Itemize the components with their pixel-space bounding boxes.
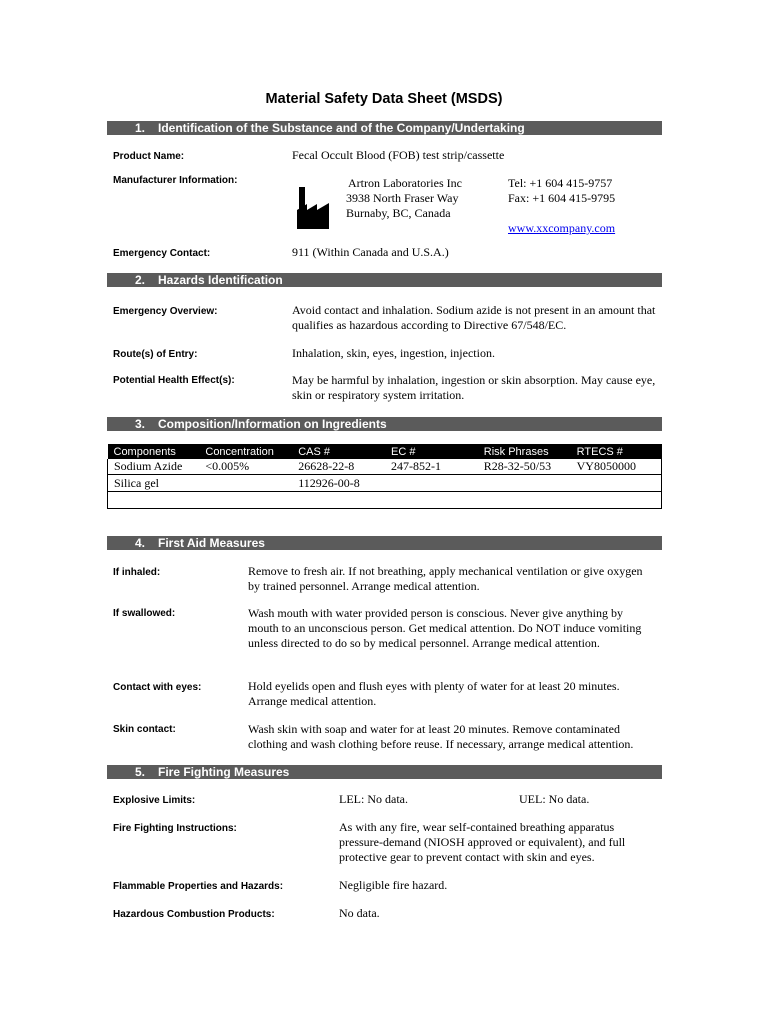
table-cell: VY8050000	[576, 459, 636, 473]
column-header: Components	[108, 444, 200, 459]
if-swallowed-label: If swallowed:	[113, 608, 176, 619]
section-number: 1.	[135, 121, 146, 135]
emergency-overview-label: Emergency Overview:	[113, 306, 218, 317]
table-cell	[199, 475, 292, 492]
table-cell: 112926-00-8	[298, 475, 360, 490]
section-header-composition	[107, 417, 662, 431]
table-cell: 247-852-1	[391, 459, 442, 473]
section-number: 4.	[135, 536, 146, 550]
section-title: Hazards Identification	[158, 273, 283, 287]
skin-contact-value: Wash skin with soap and water for at least 20 minutes. Remove contaminated clothing and wash clothing before reuse. If necessary, arrange medical attention.	[248, 722, 634, 751]
section-header-first-aid	[107, 536, 662, 550]
table-cell: 26628-22-8	[298, 459, 355, 473]
section-title: Composition/Information on Ingredients	[158, 417, 387, 431]
column-header: Concentration	[199, 444, 292, 459]
table-cell: <0.005%	[205, 459, 250, 473]
table-cell	[478, 475, 571, 492]
column-header: Risk Phrases	[478, 444, 571, 459]
uel-value: UEL: No data.	[519, 792, 590, 806]
table-cell	[385, 475, 478, 492]
emergency-contact-label: Emergency Contact:	[113, 248, 211, 259]
explosive-limits-label: Explosive Limits:	[113, 795, 196, 806]
fire-fighting-instructions-label: Fire Fighting Instructions:	[113, 823, 237, 834]
fax-number: Fax: +1 604 415-9795	[508, 191, 616, 205]
combustion-products-value: No data.	[339, 906, 380, 920]
column-header: RTECS #	[571, 444, 662, 459]
table-row	[108, 475, 662, 492]
section-header-fire-fighting	[107, 765, 662, 779]
contact-with-eyes-label: Contact with eyes:	[113, 682, 202, 693]
tel-number: Tel: +1 604 415-9757	[508, 176, 613, 190]
table-cell	[571, 475, 662, 492]
table-cell: Sodium Azide	[114, 459, 183, 473]
table-row-empty	[108, 492, 662, 509]
routes-of-entry-label: Route(s) of Entry:	[113, 349, 198, 360]
contact-with-eyes-value: Hold eyelids open and flush eyes with plenty of water for at least 20 minutes. Arrange medical attention.	[248, 679, 620, 708]
table-row	[108, 459, 662, 475]
column-header: EC #	[385, 444, 478, 459]
if-swallowed-value: Wash mouth with water provided person is conscious. Never give anything by mouth to an unconscious person. Get medical attention. Do NOT induce vomiting unless directed to do so by medical personnel. Arrange medical attention.	[248, 606, 642, 650]
flammable-properties-value: Negligible fire hazard.	[339, 878, 448, 892]
address-line1: 3938 North Fraser Way	[346, 191, 459, 205]
routes-of-entry-value: Inhalation, skin, eyes, ingestion, injection.	[292, 346, 495, 360]
manufacturer-label: Manufacturer Information:	[113, 175, 238, 186]
address-line2: Burnaby, BC, Canada	[346, 206, 451, 220]
emergency-overview-value: Avoid contact and inhalation. Sodium azide is not present in an amount that qualifies as hazardous according to Directive 67/548/EC.	[292, 303, 656, 332]
combustion-products-label: Hazardous Combustion Products:	[113, 909, 275, 920]
section-header-hazards	[107, 273, 662, 287]
lel-value: LEL: No data.	[339, 792, 408, 806]
section-title: Fire Fighting Measures	[158, 765, 290, 779]
company-website-link[interactable]: www.xxcompany.com	[508, 221, 616, 235]
section-title: First Aid Measures	[158, 536, 265, 550]
composition-table	[107, 444, 662, 509]
column-header: CAS #	[292, 444, 385, 459]
table-cell: R28-32-50/53	[483, 459, 552, 473]
flammable-properties-label: Flammable Properties and Hazards:	[113, 881, 284, 892]
company-name: Artron Laboratories Inc	[348, 176, 462, 190]
if-inhaled-label: If inhaled:	[113, 567, 161, 578]
document-title: Material Safety Data Sheet (MSDS)	[265, 91, 503, 107]
section-number: 3.	[135, 417, 146, 431]
if-inhaled-value: Remove to fresh air. If not breathing, apply mechanical ventilation or give oxygen by trained personnel. Arrange medical attention.	[248, 564, 643, 593]
health-effects-value: May be harmful by inhalation, ingestion or skin absorption. May cause eye, skin or respiratory system irritation.	[292, 373, 656, 402]
product-name-label: Product Name:	[113, 151, 185, 162]
health-effects-label: Potential Health Effect(s):	[113, 375, 235, 386]
section-number: 2.	[135, 273, 146, 287]
section-title: Identification of the Substance and of the Company/Undertaking	[158, 121, 525, 135]
table-cell: Silica gel	[114, 475, 159, 490]
emergency-contact-value: 911 (Within Canada and U.S.A.)	[292, 245, 449, 259]
product-name-value: Fecal Occult Blood (FOB) test strip/cassette	[292, 148, 505, 162]
table-header-row	[108, 444, 662, 459]
section-header-identification	[107, 121, 662, 135]
fire-fighting-instructions-value: As with any fire, wear self-contained breathing apparatus pressure-demand (NIOSH approved or equivalent), and full protective gear to prevent contact with skin and eyes.	[339, 820, 626, 864]
section-number: 5.	[135, 765, 146, 779]
factory-icon	[295, 184, 331, 229]
skin-contact-label: Skin contact:	[113, 724, 176, 735]
